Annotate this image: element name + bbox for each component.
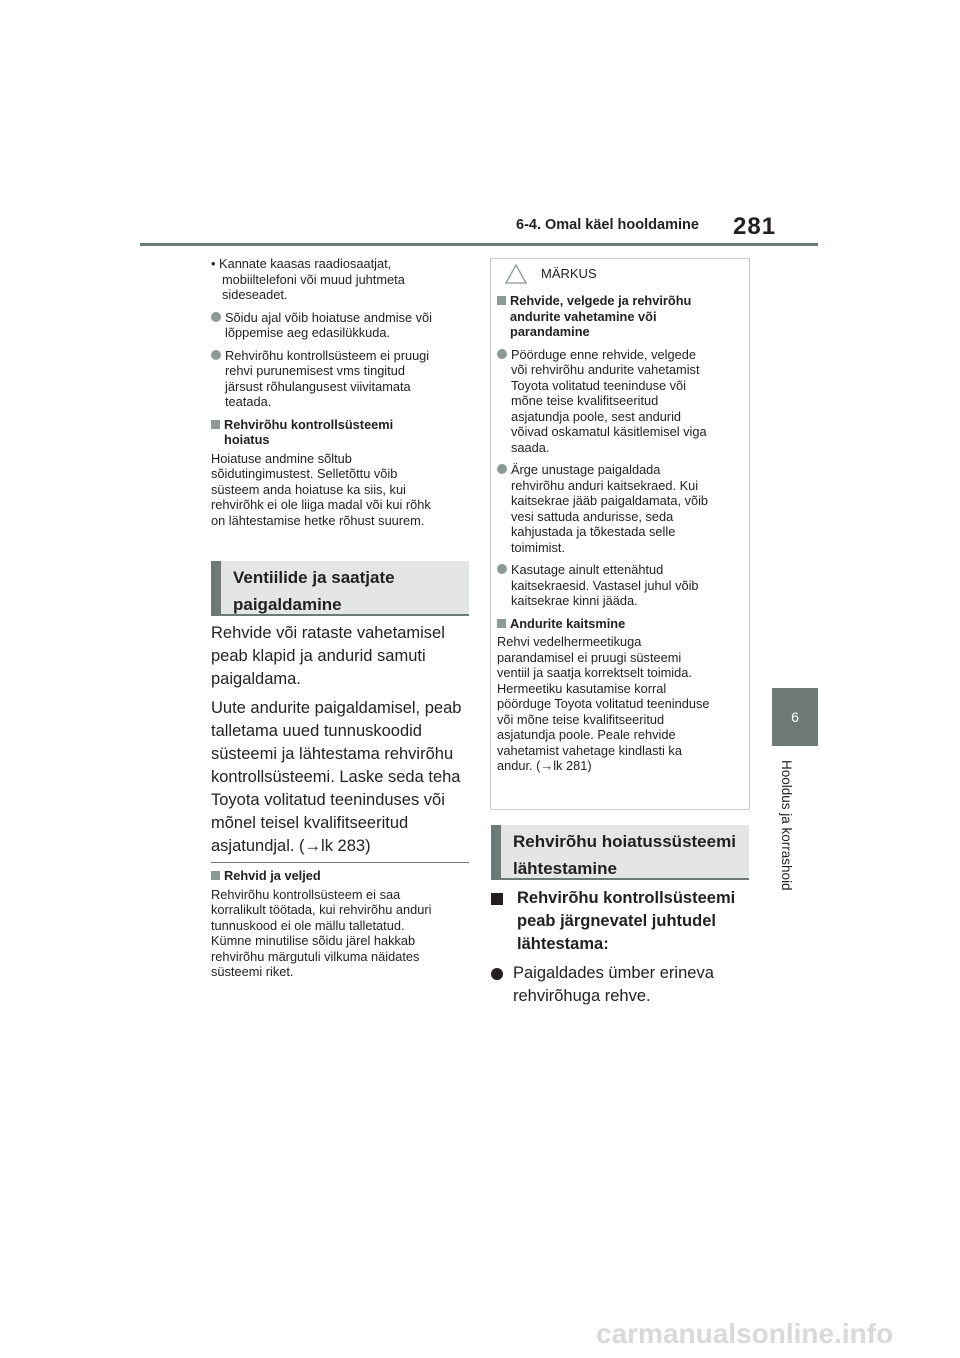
section-heading-valves: Ventiilide ja saatjate paigaldamine bbox=[211, 561, 469, 616]
list-item: • Kannate kaasas raadiosaatjat, mobiiltelefoni või muud juhtmeta sideseadet. bbox=[211, 256, 405, 302]
header-rule bbox=[140, 243, 818, 246]
subheading: Rehvide, velgede ja rehvirõhu andurite vahetamine või parandamine bbox=[497, 293, 747, 340]
right-main-text bbox=[491, 887, 753, 1008]
square-bullet-icon bbox=[491, 893, 503, 905]
bullet-icon bbox=[491, 968, 503, 980]
warning-icon bbox=[505, 264, 527, 284]
paragraph: Hoiatuse andmine sõltub sõidutingimustest. Selletõttu võib süsteem anda hoiatuse ka siis, kui rehvirõhk ei ole liiga madal või kui rõhk on lähtestamise hetke rõhust suurem. bbox=[211, 450, 431, 528]
subheading: Rehvirõhu kontrollsüsteemi hoiatus bbox=[211, 417, 473, 448]
left-top-text bbox=[211, 256, 473, 528]
square-bullet-icon bbox=[497, 619, 506, 628]
square-bullet-icon bbox=[211, 871, 220, 880]
notice-header bbox=[491, 259, 749, 287]
subheading: Andurite kaitsmine bbox=[497, 616, 747, 632]
bullet-icon bbox=[497, 349, 507, 359]
page-reference-link[interactable]: asjatundjal. (→lk 283) bbox=[211, 837, 371, 855]
left-main-text: Rehvide või rataste vahetamisel peab klapid ja andurid samuti paigaldama. Uute andurite paigaldamisel, peab talletama uued tunnuskoodid süsteemi ja lähtestama rehvirõhu kontrollsüsteemi. Laske seda teha Toyota volitatud teeninduses või mõnel teisel kvalifitseeritud asjatundjal. (→lk 283) bbox=[211, 622, 473, 858]
subheading: Rehvid ja veljed bbox=[211, 868, 473, 884]
watermark: carmanualsonline.info bbox=[596, 1318, 894, 1349]
notice-content bbox=[497, 293, 747, 774]
bullet-icon bbox=[211, 312, 221, 322]
left-bottom-text bbox=[211, 868, 473, 980]
section-heading-reset: Rehvirõhu hoiatussüsteemi lähtestamine bbox=[491, 825, 749, 880]
chapter-label: Hooldus ja korrashoid bbox=[779, 760, 794, 891]
bullet-icon bbox=[211, 350, 221, 360]
section-header: 6-4. Omal käel hooldamine bbox=[516, 217, 699, 233]
list-item: Ärge unustage paigaldada rehvirõhu anduri kaitsekraed. Kui kaitsekrae jääb paigaldamata, võib vesi sattuda andurisse, seda kahjustada ja tõkestada selle toimimist. bbox=[497, 462, 747, 555]
list-item: Paigaldades ümber erineva rehvirõhuga rehve. bbox=[491, 962, 753, 1008]
page-number: 281 bbox=[733, 213, 777, 240]
bullet-icon bbox=[497, 564, 507, 574]
subheading: Rehvirõhu kontrollsüsteemi peab järgnevatel juhtudel lähtestama: bbox=[491, 887, 753, 956]
paragraph: Rehvirõhu kontrollsüsteem ei saa korralikult töötada, kui rehvirõhu anduri tunnuskood ei ole mällu talletatud. Kümne minutilise sõidu järel hakkab rehvirõhu märgutuli vilkuma näidates süsteemi riket. bbox=[211, 886, 432, 979]
divider bbox=[211, 862, 469, 863]
square-bullet-icon bbox=[497, 296, 506, 305]
list-item: Pöörduge enne rehvide, velgede või rehvirõhu andurite vahetamist Toyota volitatud teeninduse või mõne teise kvalifitseeritud asjatundja poole, sest andurid võivad oskamatul käsitlemisel viga saada. bbox=[497, 347, 747, 456]
notice-title: MÄRKUS bbox=[541, 266, 597, 281]
page-reference-link[interactable]: andur. (→lk 281) bbox=[497, 758, 592, 773]
list-item: Rehvirõhu kontrollsüsteem ei pruugi rehvi purunemisest vms tingitud järsust rõhulangusest viivitamata teatada. bbox=[211, 348, 473, 410]
square-bullet-icon bbox=[211, 420, 220, 429]
list-item: Sõidu ajal võib hoiatuse andmise või lõppemise aeg edasilükkuda. bbox=[211, 310, 473, 341]
paragraph: Rehvi vedelhermeetikuga parandamisel ei pruugi süsteemi ventiil ja saatja korrektselt toimida. Hermeetiku kasutamise korral pöörduge Toyota volitatud teeninduse või mõne teise kvalifitseeritud asjatundja poole. Peale rehvide vahetamist vahetage kindlasti ka andur. (→lk 281) bbox=[497, 634, 747, 774]
bullet-icon bbox=[497, 464, 507, 474]
list-item: Kasutage ainult ettenähtud kaitsekraesid. Vastasel juhul võib kaitsekrae kinni jääda. bbox=[497, 562, 747, 609]
chapter-tab[interactable]: 6 bbox=[772, 688, 818, 746]
